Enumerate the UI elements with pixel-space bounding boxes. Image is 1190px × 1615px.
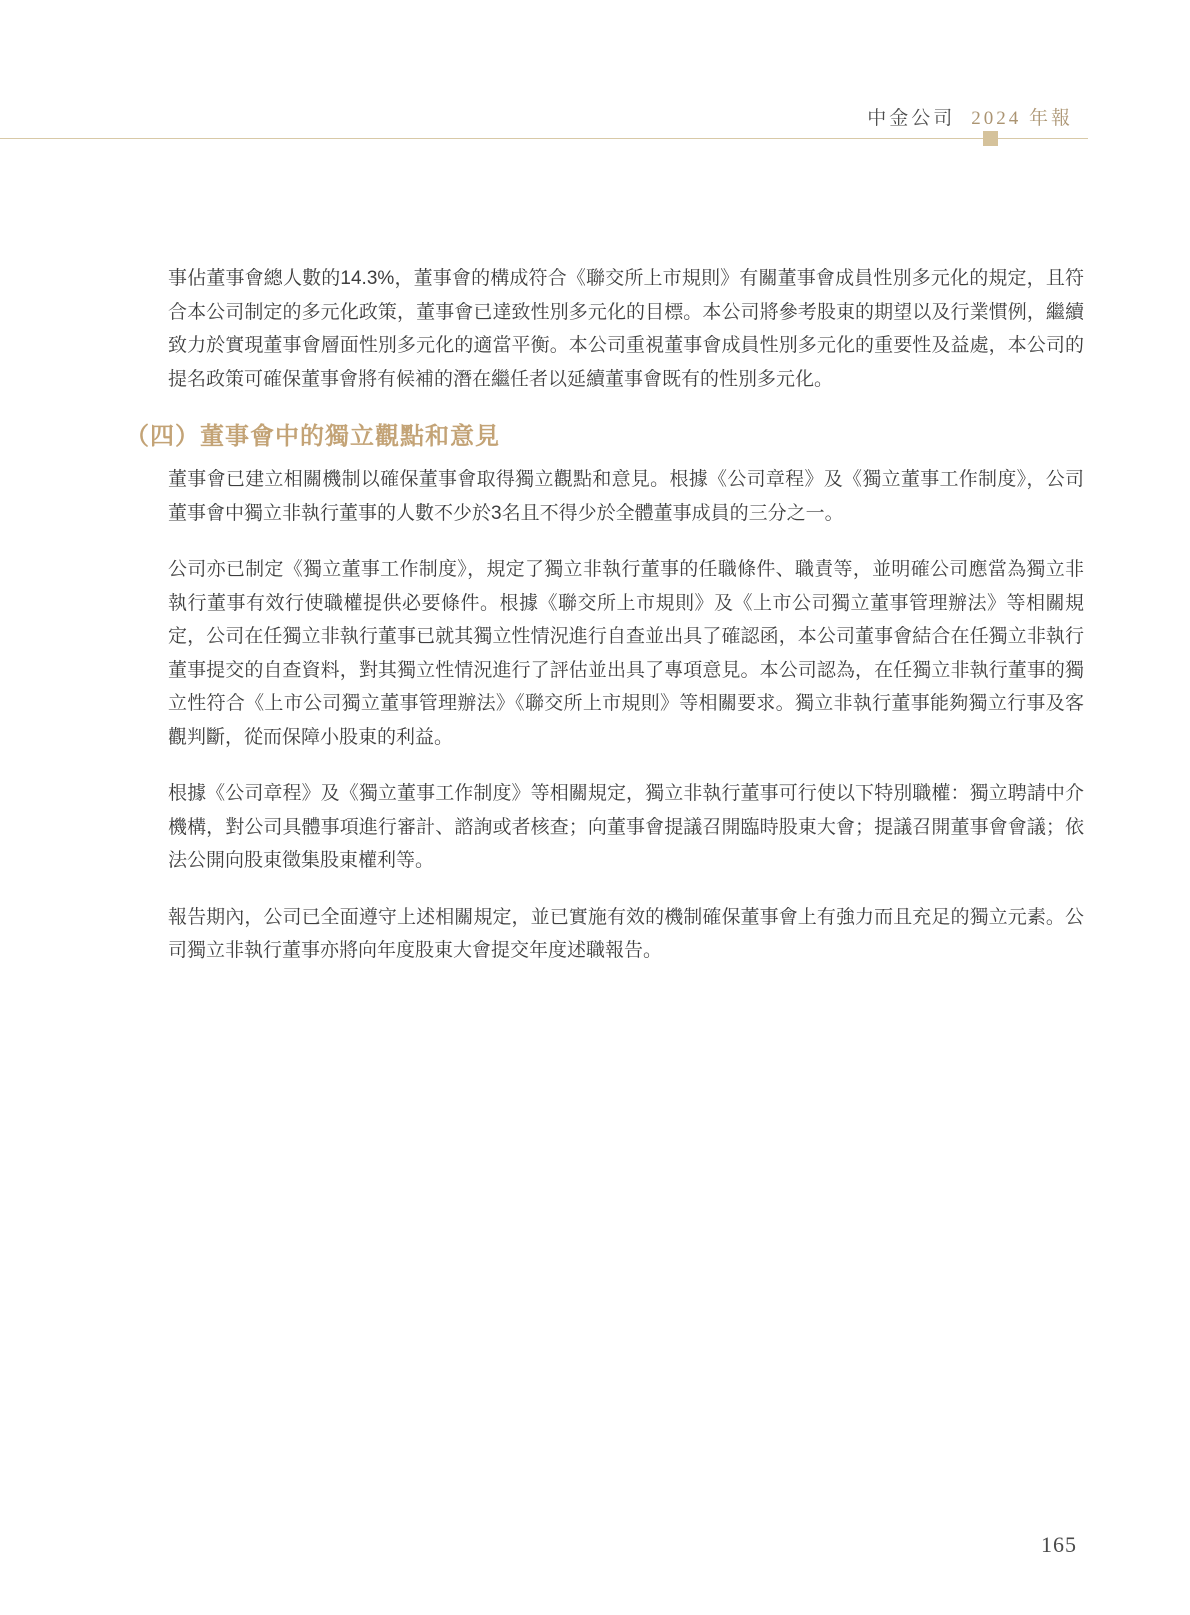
- paragraph-independent-director-system: 公司亦已制定《獨立董事工作制度》，規定了獨立非執行董事的任職條件、職責等，並明確公司應當為獨立非執行董事有效行使職權提供必要條件。根據《聯交所上市規則》及《上市公司獨立董事管理辦法》等相關規定，公司在任獨立非執行董事已就其獨立性情況進行自查並出具了確認函，本公司董事會結合在任獨立非執行董事提交的自查資料，對其獨立性情況進行了評估並出具了專項意見。本公司認為，在任獨立非執行董事的獨立性符合《上市公司獨立董事管理辦法》《聯交所上市規則》等相關要求。獨立非執行董事能夠獨立行事及客觀判斷，從而保障小股東的利益。: [168, 559, 1084, 748]
- page-number: 165: [1041, 1532, 1077, 1557]
- header-title: [867, 103, 1073, 130]
- rule-ornament-square: [983, 131, 998, 146]
- report-year-label: 2024 年報: [971, 108, 1073, 129]
- paragraph-board-diversity: 事佔董事會總人數的14.3%，董事會的構成符合《聯交所上市規則》有關董事會成員性別多元化的規定，且符合本公司制定的多元化政策，董事會已達致性別多元化的目標。本公司將參考股東的期望以及行業慣例，繼續致力於實現董事會層面性別多元化的適當平衡。本公司重視董事會成員性別多元化的重要性及益處，本公司的提名政策可確保董事會將有候補的潛在繼任者以延續董事會既有的性別多元化。: [168, 268, 1084, 390]
- company-name: 中金公司: [867, 108, 956, 129]
- paragraph-special-powers: 根據《公司章程》及《獨立董事工作制度》等相關規定，獨立非執行董事可行使以下特別職權：獨立聘請中介機構，對公司具體事項進行審計、諮詢或者核查；向董事會提議召開臨時股東大會；提議召開董事會會議；依法公開向股東徵集股東權利等。: [168, 783, 1084, 871]
- section-heading-independent-views: （四）董事會中的獨立觀點和意見: [125, 423, 500, 450]
- page-content: [125, 262, 1084, 991]
- paragraph-reporting-period-compliance: 報告期內，公司已全面遵守上述相關規定，並已實施有效的機制確保董事會上有強力而且充足的獨立元素。公司獨立非執行董事亦將向年度股東大會提交年度述職報告。: [168, 906, 1084, 961]
- paragraph-independence-mechanism: 董事會已建立相關機制以確保董事會取得獨立觀點和意見。根據《公司章程》及《獨立董事工作制度》，公司董事會中獨立非執行董事的人數不少於3名且不得少於全體董事成員的三分之一。: [168, 469, 1084, 524]
- header-rule: [0, 138, 1088, 139]
